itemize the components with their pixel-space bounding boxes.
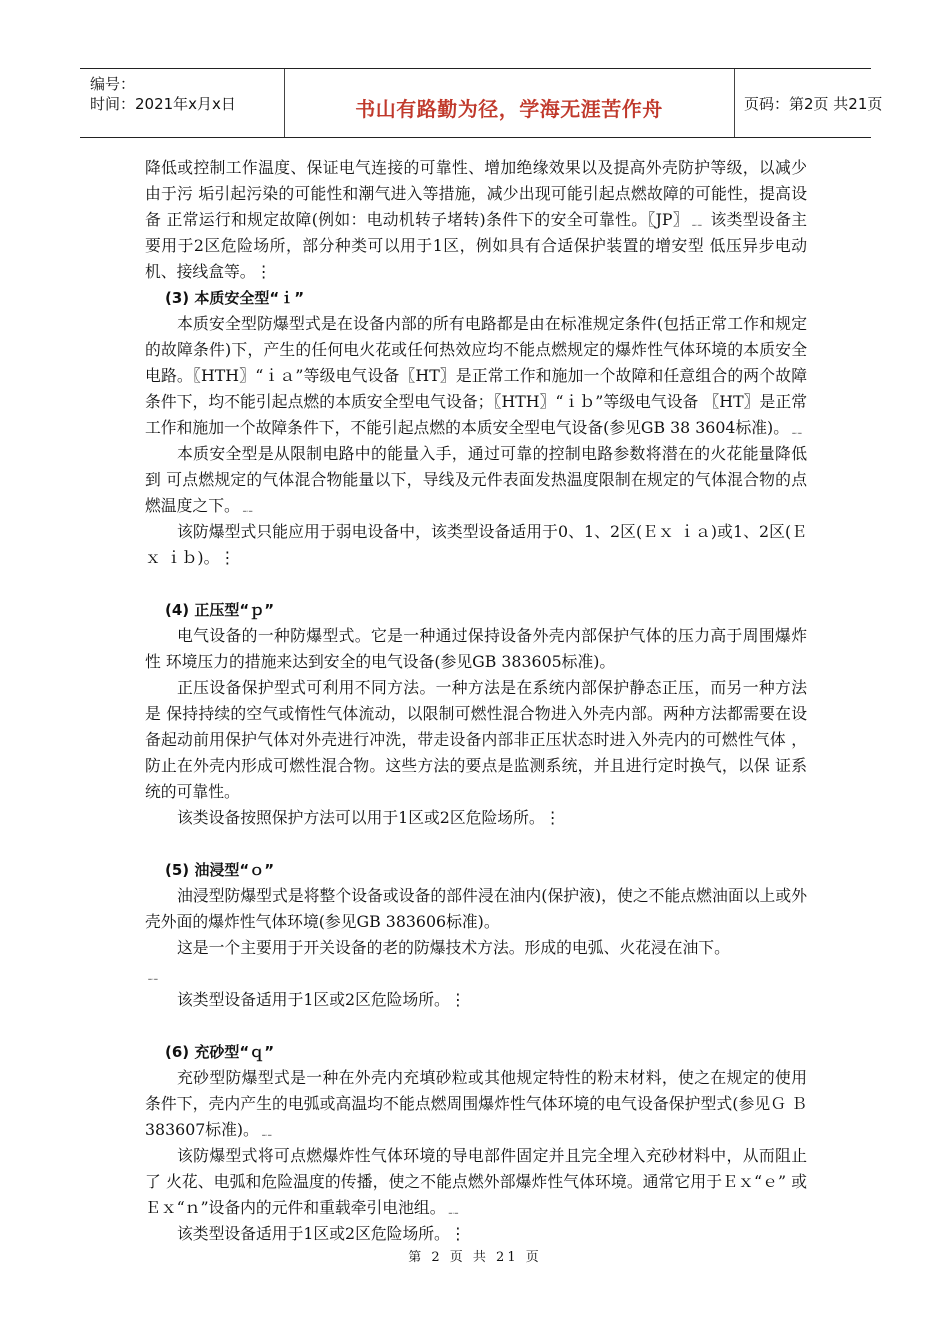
paragraph: 本质安全型防爆型式是在设备内部的所有电路都是由在标准规定条件(包括正常工作和规定 的故障条件)下，产生的任何电火花或任何热效应均不能点燃规定的爆炸性气体环境的本质安全电路。〖HTH〗“ｉａ”等级电气设备〖HT〗是正常工作和施加一个故障和任意组合的两个故障条件下，均不能引起点燃的本质安全型电气设备；〖HTH〗“ｉｂ”等级电气设备 〖HT〗是正常工作和施加一个故障条件下，不能引起点燃的本质安全型电气设备(参见GB 38 3604标准)。﹎ xyxy=(145,314,807,437)
paragraph: 该类设备按照保护方法可以用于1区或2区危险场所。⋮ xyxy=(177,808,561,827)
header-page-cell xyxy=(734,69,883,137)
page-footer: 第 2 页 共 21 页 xyxy=(408,1250,542,1265)
paragraph: 油浸型防爆型式是将整个设备或设备的部件浸在油内(保护液)，使之不能点燃油面以上或外 壳外面的爆炸性气体环境(参见GB 383606标准)。 xyxy=(145,886,807,931)
paragraph: 这是一个主要用于开关设备的老的防爆技术方法。形成的电弧、火花浸在油下。 xyxy=(177,938,730,957)
paragraph: 本质安全型是从限制电路中的能量入手，通过可靠的控制电路参数将潜在的火花能量降低到 可点燃规定的气体混合物能量以下，导线及元件表面发热温度限制在规定的气体混合物的点 燃温度之下。﹎ xyxy=(145,444,807,515)
paragraph-mark: ﹎ xyxy=(145,964,161,983)
paragraph: 该类型设备适用于1区或2区危险场所。⋮ xyxy=(177,1224,466,1243)
section-heading-intrinsic-safety: (3) 本质安全型“ｉ” xyxy=(165,289,305,307)
header-page-number: 页码：第2页 共21页 xyxy=(744,95,883,113)
section-heading-oil-immersion: (5) 油浸型“ｏ” xyxy=(165,861,275,879)
paragraph: 该防爆型式只能应用于弱电设备中，该类型设备适用于0、1、2区(Ｅｘ ｉａ)或1、2区(Ｅｘ ｉｂ)。⋮ xyxy=(145,522,807,567)
paragraph: 该类型设备适用于1区或2区危险场所。⋮ xyxy=(177,990,466,1009)
header-meta-cell xyxy=(80,69,285,137)
paragraph: 该防爆型式将可点燃爆炸性气体环境的导电部件固定并且完全埋入充砂材料中，从而阻止了 火花、电弧和危险温度的传播，使之不能点燃外部爆炸性气体环境。通常它用于Ｅｘ“ｅ” 或Ｅｘ“ｎ”设备内的元件和重载牵引电池组。﹎ xyxy=(145,1146,807,1217)
paragraph: 充砂型防爆型式是一种在外壳内充填砂粒或其他规定特性的粉末材料，使之在规定的使用 条件下，壳内产生的电弧或高温均不能点燃周围爆炸性气体环境的电气设备保护型式(参见Ｇ Ｂ 383607标准)。﹎ xyxy=(145,1068,807,1139)
header-motto: 书山有路勤为径，学海无涯苦作舟 xyxy=(355,97,663,121)
section-heading-pressurized: (4) 正压型“ｐ” xyxy=(165,601,275,619)
header-motto-cell xyxy=(284,69,735,137)
paragraph: 正压设备保护型式可利用不同方法。一种方法是在系统内部保护静态正压，而另一种方法是 保持持续的空气或惰性气体流动，以限制可燃性混合物进入外壳内部。两种方法都需要在设 备起动前用保护气体对外壳进行冲洗，带走设备内部非正压状态时进入外壳内的可燃性气体 ，防止在外壳内形成可燃性混合物。这些方法的要点是监测系统，并且进行定时换气，以保 证系统的可靠性。 xyxy=(145,678,807,801)
document-body xyxy=(145,155,807,1247)
document-time-label: 时间：2021年x月x日 xyxy=(90,95,236,113)
section-heading-powder-filling: (6) 充砂型“ｑ” xyxy=(165,1043,275,1061)
page-header xyxy=(80,68,883,138)
paragraph-continuation: 降低或控制工作温度、保证电气连接的可靠性、增加绝缘效果以及提高外壳防护等级，以减少由于污 垢引起污染的可能性和潮气进入等措施，减少出现可能引起点燃故障的可能性，提高设备 正常运行和规定故障(例如：电动机转子堵转)条件下的安全可靠性。〖JP〗﹎ 该类型设备主要用于2区危险场所，部分种类可以用于1区，例如具有合适保护装置的增安型 低压异步电动机、接线盒等。⋮ xyxy=(145,158,807,281)
paragraph: 电气设备的一种防爆型式。它是一种通过保持设备外壳内部保护气体的压力高于周围爆炸性 环境压力的措施来达到安全的电气设备(参见GB 383605标准)。 xyxy=(145,626,807,671)
document-code-label: 编号： xyxy=(90,75,136,93)
